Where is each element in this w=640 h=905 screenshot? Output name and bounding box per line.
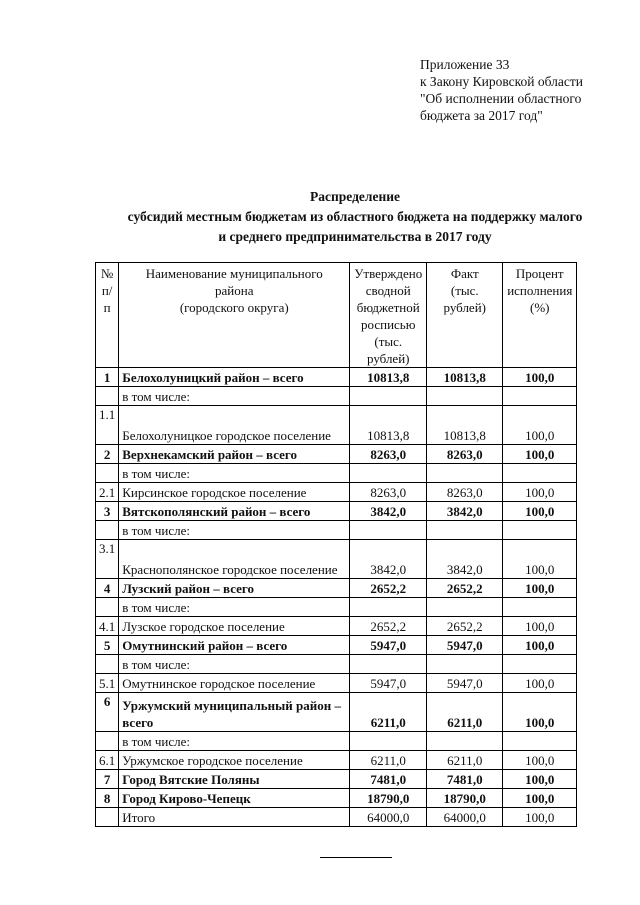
appendix-note — [420, 56, 583, 124]
cell-name: Город Вятские Поляны — [119, 770, 350, 789]
subsidy-table — [95, 262, 577, 827]
cell-name: Город Кирово-Чепецк — [119, 789, 350, 808]
header-pct-line: (%) — [530, 300, 550, 315]
cell-fact: 7481,0 — [427, 770, 503, 789]
cell-fact — [427, 464, 503, 483]
cell-plan: 8263,0 — [350, 445, 427, 464]
cell-num: 5.1 — [96, 674, 119, 693]
appendix-line: "Об исполнении областного — [420, 91, 582, 106]
cell-pct — [503, 387, 577, 406]
cell-fact: 5947,0 — [427, 636, 503, 655]
cell-pct: 100,0 — [503, 579, 577, 598]
cell-num: 5 — [96, 636, 119, 655]
cell-name: в том числе: — [119, 655, 350, 674]
cell-num: 6 — [96, 693, 119, 732]
cell-num — [96, 387, 119, 406]
table-row — [96, 464, 577, 483]
document-title — [60, 187, 640, 247]
header-plan-line: росписью — [361, 317, 416, 332]
header-plan-line: (тыс. рублей) — [367, 334, 410, 366]
cell-plan: 10813,8 — [350, 406, 427, 445]
cell-num: 2.1 — [96, 483, 119, 502]
cell-name: Итого — [119, 808, 350, 827]
cell-num: 4.1 — [96, 617, 119, 636]
cell-plan: 6211,0 — [350, 693, 427, 732]
header-pct — [503, 263, 577, 368]
table-row — [96, 751, 577, 770]
table-row — [96, 770, 577, 789]
cell-plan: 5947,0 — [350, 674, 427, 693]
header-plan-line: сводной — [365, 283, 411, 298]
cell-num: 2 — [96, 445, 119, 464]
header-pct-line: исполнения — [507, 283, 573, 298]
cell-num: 1 — [96, 368, 119, 387]
cell-plan: 18790,0 — [350, 789, 427, 808]
cell-name: в том числе: — [119, 387, 350, 406]
cell-name: Белохолуницкое городское поселение — [119, 406, 350, 445]
header-name-line: района — [215, 283, 254, 298]
appendix-line: к Закону Кировской области — [420, 74, 584, 89]
table-row — [96, 387, 577, 406]
cell-name: Уржумское городское поселение — [119, 751, 350, 770]
table-row — [96, 540, 577, 579]
cell-plan — [350, 655, 427, 674]
header-plan-line: бюджетной — [356, 300, 420, 315]
cell-fact: 10813,8 — [427, 368, 503, 387]
cell-plan — [350, 387, 427, 406]
cell-num: 1.1 — [96, 406, 119, 445]
cell-num — [96, 464, 119, 483]
cell-plan: 6211,0 — [350, 751, 427, 770]
cell-name: Верхнекамский район – всего — [119, 445, 350, 464]
appendix-line: бюджета за 2017 год" — [420, 108, 543, 123]
cell-plan: 64000,0 — [350, 808, 427, 827]
cell-name: Вятскополянский район – всего — [119, 502, 350, 521]
cell-name: в том числе: — [119, 732, 350, 751]
cell-pct: 100,0 — [503, 770, 577, 789]
header-num-line: № — [100, 266, 114, 281]
cell-name: Лузский район – всего — [119, 579, 350, 598]
table-row — [96, 521, 577, 540]
table-row — [96, 406, 577, 445]
title-line: субсидий местным бюджетам из областного бюджета на поддержку малого — [127, 209, 583, 224]
table-row — [96, 636, 577, 655]
cell-num — [96, 598, 119, 617]
cell-fact — [427, 655, 503, 674]
cell-plan: 3842,0 — [350, 540, 427, 579]
cell-name: в том числе: — [119, 521, 350, 540]
cell-num: 3.1 — [96, 540, 119, 579]
cell-pct — [503, 521, 577, 540]
cell-pct: 100,0 — [503, 636, 577, 655]
cell-pct — [503, 732, 577, 751]
cell-num — [96, 808, 119, 827]
cell-fact — [427, 598, 503, 617]
cell-num: 3 — [96, 502, 119, 521]
cell-num: 6.1 — [96, 751, 119, 770]
cell-num — [96, 732, 119, 751]
header-name — [119, 263, 350, 368]
header-plan-line: Утверждено — [354, 266, 423, 281]
table-header-row — [96, 263, 577, 368]
cell-plan — [350, 732, 427, 751]
table-row-total — [96, 808, 577, 827]
cell-name: в том числе: — [119, 464, 350, 483]
cell-name: Лузское городское поселение — [119, 617, 350, 636]
header-fact-line: Факт — [450, 266, 479, 281]
cell-fact — [427, 387, 503, 406]
cell-plan — [350, 521, 427, 540]
cell-pct: 100,0 — [503, 808, 577, 827]
cell-fact: 8263,0 — [427, 483, 503, 502]
cell-name: Белохолуницкий район – всего — [119, 368, 350, 387]
cell-pct: 100,0 — [503, 540, 577, 579]
table-row — [96, 445, 577, 464]
table-row — [96, 789, 577, 808]
cell-pct — [503, 655, 577, 674]
cell-fact: 2652,2 — [427, 579, 503, 598]
cell-plan: 8263,0 — [350, 483, 427, 502]
table-row — [96, 502, 577, 521]
header-name-line: Наименование муниципального — [145, 266, 323, 281]
cell-fact: 3842,0 — [427, 502, 503, 521]
cell-fact: 18790,0 — [427, 789, 503, 808]
title-line: и среднего предпринимательства в 2017 году — [218, 229, 492, 244]
cell-fact — [427, 732, 503, 751]
title-line: Распределение — [309, 189, 401, 204]
cell-num: 7 — [96, 770, 119, 789]
cell-pct: 100,0 — [503, 617, 577, 636]
header-fact-line: (тыс. рублей) — [443, 283, 486, 315]
cell-plan — [350, 464, 427, 483]
table-row — [96, 579, 577, 598]
cell-num — [96, 655, 119, 674]
cell-num — [96, 521, 119, 540]
cell-pct: 100,0 — [503, 674, 577, 693]
header-num-line: п/п — [101, 283, 113, 315]
appendix-line: Приложение 33 — [420, 57, 510, 72]
cell-num: 8 — [96, 789, 119, 808]
cell-pct: 100,0 — [503, 483, 577, 502]
table-row — [96, 368, 577, 387]
cell-name: Кирсинское городское поселение — [119, 483, 350, 502]
footer-divider — [320, 857, 392, 858]
cell-pct — [503, 598, 577, 617]
cell-plan: 2652,2 — [350, 617, 427, 636]
header-fact — [427, 263, 503, 368]
cell-num: 4 — [96, 579, 119, 598]
cell-pct: 100,0 — [503, 502, 577, 521]
cell-name: Уржумский муниципальный район – всего — [119, 693, 350, 732]
cell-fact: 10813,8 — [427, 406, 503, 445]
cell-fact: 8263,0 — [427, 445, 503, 464]
cell-pct: 100,0 — [503, 693, 577, 732]
table-row — [96, 674, 577, 693]
cell-fact: 5947,0 — [427, 674, 503, 693]
header-plan — [350, 263, 427, 368]
table-row — [96, 617, 577, 636]
table-row — [96, 693, 577, 732]
cell-plan: 10813,8 — [350, 368, 427, 387]
cell-plan: 7481,0 — [350, 770, 427, 789]
cell-pct: 100,0 — [503, 751, 577, 770]
table-row — [96, 483, 577, 502]
table-row — [96, 732, 577, 751]
cell-plan: 3842,0 — [350, 502, 427, 521]
cell-plan — [350, 598, 427, 617]
cell-fact — [427, 521, 503, 540]
cell-fact: 3842,0 — [427, 540, 503, 579]
cell-pct: 100,0 — [503, 406, 577, 445]
cell-plan: 2652,2 — [350, 579, 427, 598]
cell-name: Омутнинский район – всего — [119, 636, 350, 655]
cell-pct: 100,0 — [503, 445, 577, 464]
cell-fact: 6211,0 — [427, 751, 503, 770]
header-name-line: (городского округа) — [179, 300, 289, 315]
header-num — [96, 263, 119, 368]
table-row — [96, 655, 577, 674]
header-pct-line: Процент — [515, 266, 564, 281]
cell-pct — [503, 464, 577, 483]
cell-fact: 2652,2 — [427, 617, 503, 636]
cell-fact: 6211,0 — [427, 693, 503, 732]
cell-name: Омутнинское городское поселение — [119, 674, 350, 693]
cell-fact: 64000,0 — [427, 808, 503, 827]
table-row — [96, 598, 577, 617]
cell-plan: 5947,0 — [350, 636, 427, 655]
cell-pct: 100,0 — [503, 368, 577, 387]
cell-pct: 100,0 — [503, 789, 577, 808]
cell-name: Краснополянское городское поселение — [119, 540, 350, 579]
cell-name: в том числе: — [119, 598, 350, 617]
